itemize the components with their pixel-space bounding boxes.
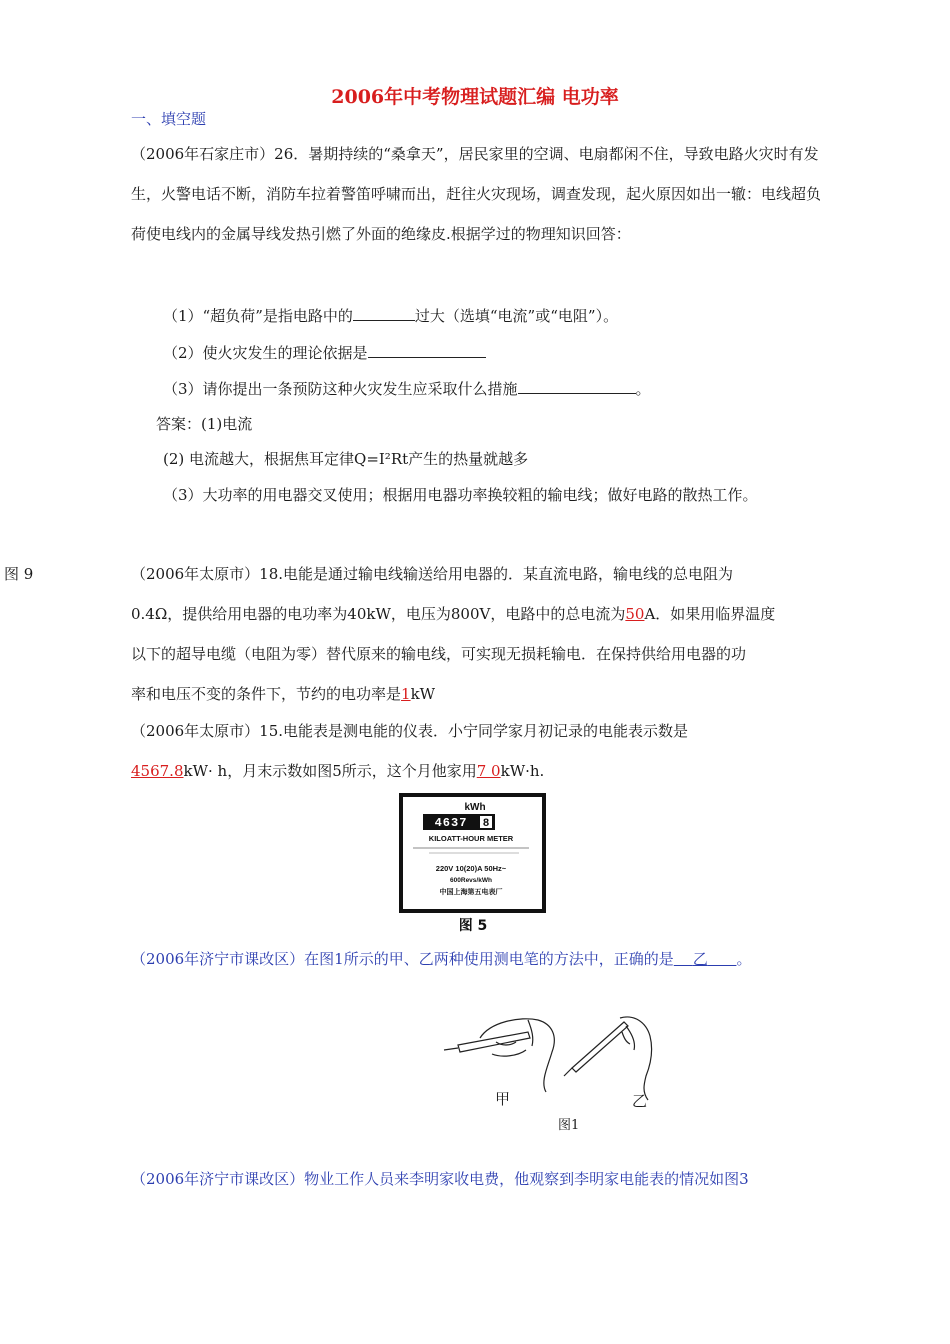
q1-sub3 xyxy=(163,377,651,399)
q2-answer-current: 50 xyxy=(625,605,645,623)
q3-line-2-text-a: kW· h，月末示数如图5所示，这个月他家用 xyxy=(183,762,477,780)
figure-5-caption: 图 5 xyxy=(458,918,488,934)
meter-name: KILOATT-HOUR METER xyxy=(428,834,514,843)
meter-unit: kWh xyxy=(464,802,486,813)
q1-blank-3[interactable] xyxy=(518,377,636,394)
q2-line-2-text-b: A．如果用临界温度 xyxy=(644,605,776,623)
method-b-illustration xyxy=(564,1017,652,1100)
q2-line-2-text-a: 0.4Ω，提供给用电器的电功率为40kW，电压为800V，电路中的总电流为 xyxy=(131,605,626,623)
method-a-illustration xyxy=(444,1019,554,1092)
q3-answer-start-reading: 4567.8 xyxy=(131,762,184,780)
q4-text-a: （2006年济宁市课改区）在图1所示的甲、乙两种使用测电笔的方法中，正确的是 xyxy=(131,950,674,968)
q1-answer-1: 答案：(1)电流 xyxy=(156,415,253,433)
q2-line-4 xyxy=(131,683,435,704)
q1-answer-3: （3）大功率的用电器交叉使用；根据用电器功率换较粗的输电线；做好电路的散热工作。 xyxy=(163,486,758,504)
q1-sub2-text: （2）使火灾发生的理论依据是 xyxy=(163,344,368,362)
q1-sub1-text-a: （1）“超负荷”是指电路中的 xyxy=(163,307,353,325)
q2-line-4-text-b: kW xyxy=(410,685,436,703)
q1-intro: （2006年石家庄市）26．暑期持续的“桑拿天”，居民家里的空调、电扇都闲不住，导致电路火灾时有发生，火警电话不断，消防车拉着警笛呼啸而出，赶往火灾现场，调查发现，起火原因如出一辙：电线超负荷使电线内的金属导线发热引燃了外面的绝缘皮.根据学过的物理知识回答： xyxy=(131,145,822,243)
q3-answer-usage: 7 0 xyxy=(476,762,501,780)
q2-answer-power: 1 xyxy=(401,685,411,703)
q4-text-b: 。 xyxy=(736,950,752,968)
meter-last-digit: 8 xyxy=(482,818,490,830)
q1-blank-2[interactable] xyxy=(368,341,486,358)
figure-1-caption: 图1 xyxy=(558,1118,580,1133)
section-heading: 一、填空题 xyxy=(131,110,207,128)
q4-answer-text: 乙 xyxy=(692,950,708,968)
q3-line-1: （2006年太原市）15.电能表是测电能的仪表．小宁同学家月初记录的电能表示数是 xyxy=(131,722,689,740)
figure-9-label: 图 9 xyxy=(4,565,34,583)
q5-line: （2006年济宁市课改区）物业工作人员来李明家收电费，他观察到李明家电能表的情况如图3 xyxy=(131,1170,749,1188)
q1-sub2 xyxy=(163,341,486,363)
q2-line-2 xyxy=(131,603,775,624)
q3-line-2 xyxy=(131,760,544,781)
page-title: 2006年中考物理试题汇编 电功率 xyxy=(331,86,619,108)
q1-blank-1[interactable] xyxy=(353,304,415,321)
electricity-meter-figure xyxy=(399,793,546,936)
q1-sub1-text-b: 过大（选填“电流”或“电阻”）。 xyxy=(414,307,619,325)
q1-sub1 xyxy=(163,304,618,326)
figure-1-label-a: 甲 xyxy=(495,1090,511,1108)
figure-1-label-b: 乙 xyxy=(632,1092,648,1110)
meter-drawing xyxy=(399,793,546,936)
q2-line-1: （2006年太原市）18.电能是通过输电线输送给用电器的．某直流电路，输电线的总电阻为 xyxy=(131,565,734,583)
q2-line-3: 以下的超导电缆（电阻为零）替代原来的输电线，可实现无损耗输电．在保持供给用电器的功 xyxy=(131,645,747,663)
q1-sub3-text-a: （3）请你提出一条预防这种火灾发生应采取什么措施 xyxy=(163,380,518,398)
q4-line xyxy=(131,948,751,969)
q2-line-4-text-a: 率和电压不变的条件下，节约的电功率是 xyxy=(131,685,402,703)
meter-maker: 中国上海第五电表厂 xyxy=(439,888,503,896)
q3-line-2-text-b: kW·h. xyxy=(500,762,545,780)
meter-spec-2: 600Revs/kWh xyxy=(450,877,492,884)
meter-reading: 4637 xyxy=(434,816,468,830)
q1-sub3-text-b: 。 xyxy=(635,380,651,398)
meter-spec-1: 220V 10(20)A 50Hz~ xyxy=(435,864,507,873)
q4-answer xyxy=(674,950,737,968)
q1-answer-2: (2) 电流越大，根据焦耳定律Q=I²Rt产生的热量就越多 xyxy=(163,450,529,468)
